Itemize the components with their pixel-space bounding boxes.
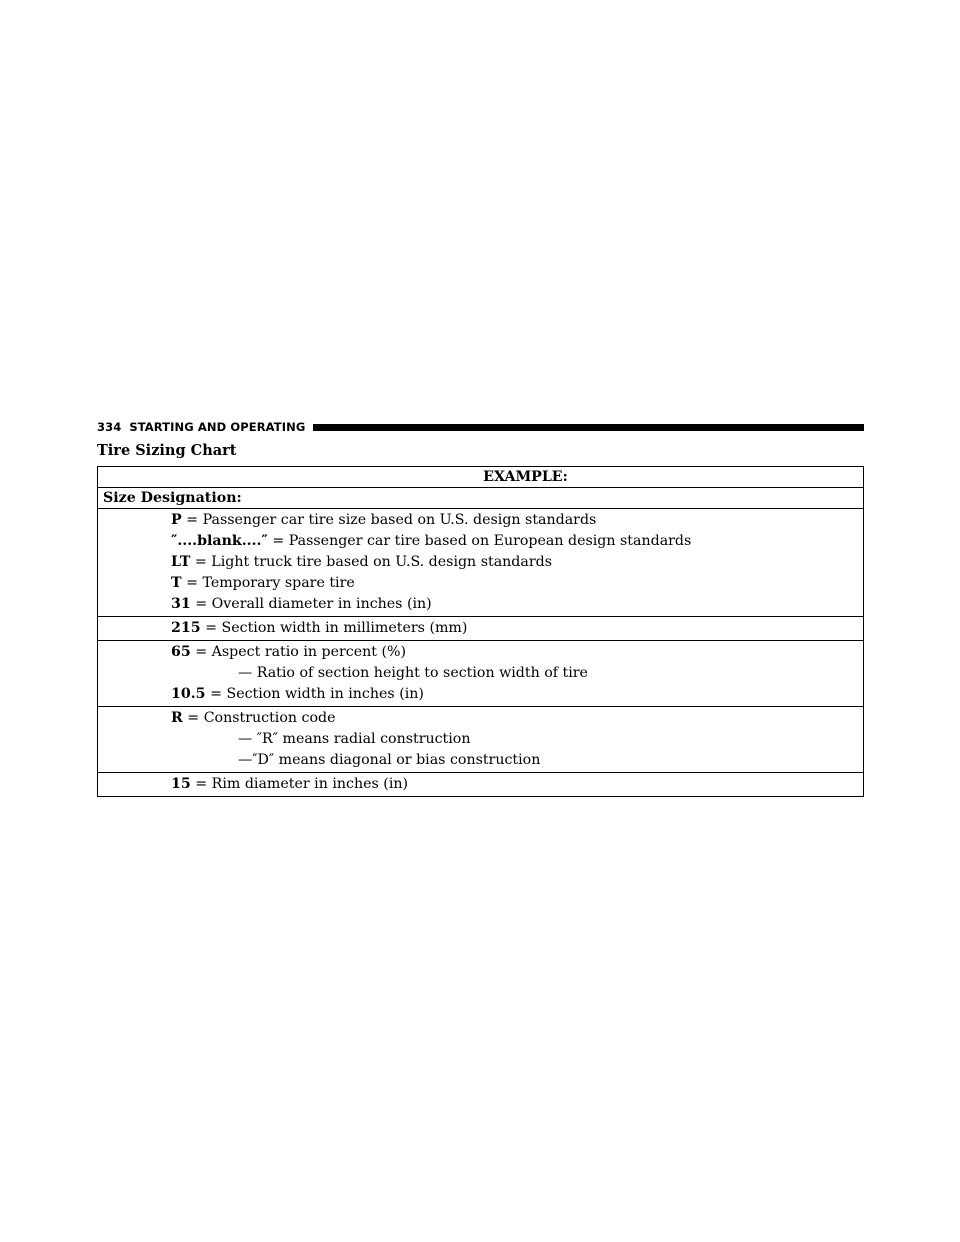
header-rule bbox=[313, 424, 864, 431]
size-designation-label: Size Designation: bbox=[103, 490, 242, 506]
page-number: 334 bbox=[97, 420, 122, 434]
definition-term: ″....blank....″ bbox=[171, 533, 268, 549]
table-row bbox=[98, 773, 864, 797]
definition-text: —″D″ means diagonal or bias construction bbox=[238, 752, 541, 768]
definition-term: 10.5 bbox=[171, 686, 206, 702]
definition-line bbox=[171, 708, 863, 729]
definition-text: = Rim diameter in inches (in) bbox=[190, 776, 409, 792]
example-label: EXAMPLE: bbox=[483, 469, 568, 485]
definition-line bbox=[171, 594, 863, 615]
definition-line bbox=[171, 531, 863, 552]
definition-text: = Aspect ratio in percent (%) bbox=[190, 644, 407, 660]
section-title: STARTING AND OPERATING bbox=[129, 420, 306, 434]
table-row bbox=[98, 509, 864, 617]
definition-text: = Section width in millimeters (mm) bbox=[200, 620, 468, 636]
definition-term: 65 bbox=[171, 644, 191, 660]
definition-text: — Ratio of section height to section width of tire bbox=[238, 665, 588, 681]
tire-sizing-table bbox=[97, 466, 864, 797]
definition-line bbox=[171, 618, 863, 639]
definition-text: = Construction code bbox=[182, 710, 336, 726]
definition-term: T bbox=[171, 575, 182, 591]
page-header bbox=[97, 419, 864, 435]
definition-text: = Overall diameter in inches (in) bbox=[190, 596, 432, 612]
definition-line bbox=[171, 552, 863, 573]
definition-term: 31 bbox=[171, 596, 191, 612]
definition-line bbox=[171, 510, 863, 531]
definition-text: = Temporary spare tire bbox=[181, 575, 355, 591]
table-row bbox=[98, 707, 864, 773]
definition-term: 15 bbox=[171, 776, 191, 792]
example-row bbox=[98, 467, 864, 488]
definition-line bbox=[171, 774, 863, 795]
table-row bbox=[98, 617, 864, 641]
table-row bbox=[98, 641, 864, 707]
definition-subline bbox=[171, 663, 863, 684]
size-designation-row bbox=[98, 488, 864, 509]
definition-text: = Section width in inches (in) bbox=[205, 686, 424, 702]
definition-text: = Passenger car tire based on European design standards bbox=[267, 533, 692, 549]
definition-term: LT bbox=[171, 554, 191, 570]
definition-subline bbox=[171, 729, 863, 750]
definition-term: R bbox=[171, 710, 183, 726]
definition-term: P bbox=[171, 512, 182, 528]
definition-line bbox=[171, 573, 863, 594]
definition-line bbox=[171, 642, 863, 663]
definition-text: = Passenger car tire size based on U.S. design standards bbox=[181, 512, 597, 528]
definition-line bbox=[171, 684, 863, 705]
definition-subline bbox=[171, 750, 863, 771]
definition-text: = Light truck tire based on U.S. design standards bbox=[190, 554, 552, 570]
page-title: Tire Sizing Chart bbox=[97, 442, 237, 459]
definition-text: — ″R″ means radial construction bbox=[238, 731, 471, 747]
definition-term: 215 bbox=[171, 620, 201, 636]
